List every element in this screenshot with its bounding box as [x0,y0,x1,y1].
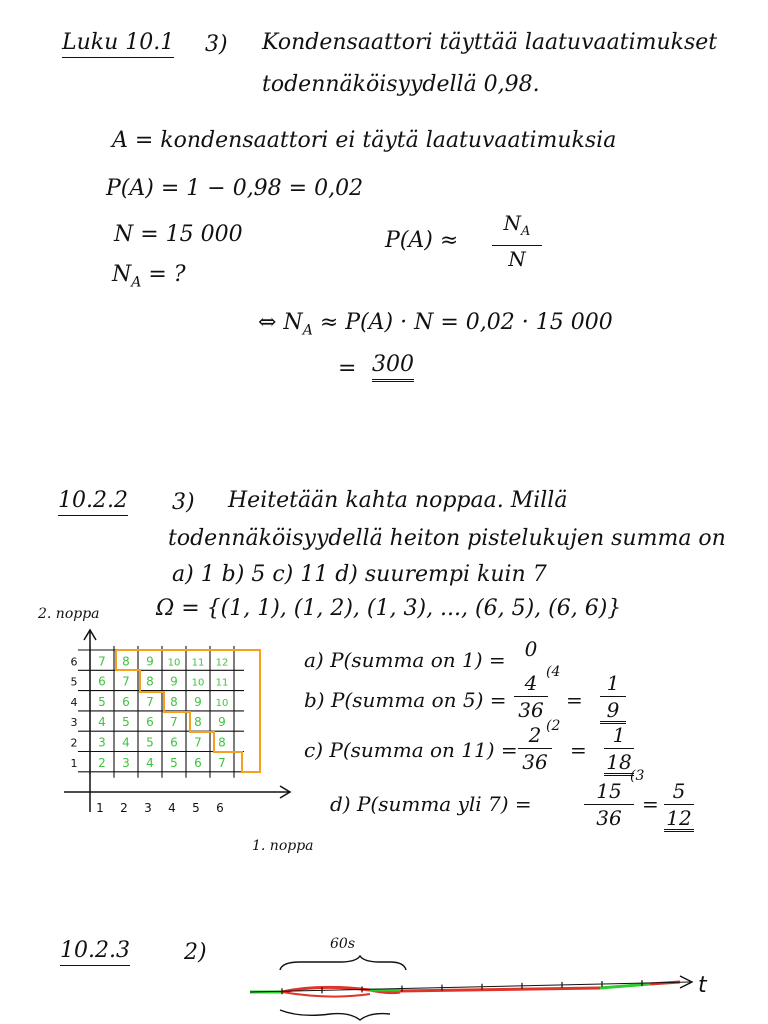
grid-cell-sum: 8 [194,715,202,730]
answer-b-equals: = [566,688,583,712]
fraction-bar [492,245,542,246]
column-label: 1 [96,801,104,815]
grid-cell-sum: 5 [122,715,130,730]
section1-problem-number: 3) [205,32,228,57]
approx-fraction [492,212,542,270]
grid-cell-sum: 7 [194,735,202,750]
row-label: 3 [70,716,78,730]
answer-a-label: a) P(summa on 1) = [304,648,506,672]
answer-c-fraction: 2 36 [518,724,552,773]
section1-heading: Luku 10.1 [62,30,174,58]
grid-cell-sum: 9 [218,715,226,730]
NA-symbol: N [112,262,132,287]
equation-NA [112,262,186,290]
grid-cell-sum: 11 [191,657,205,669]
grid-cell-sum: 6 [122,694,130,709]
column-labels [96,801,224,815]
answer-c-equals: = [570,738,587,762]
answer-b-reduce-note: (4 [546,664,561,680]
grid-cell-sum: 6 [170,735,178,750]
grid-cell-sum: 8 [122,654,130,669]
equation-PA: P(A) = 1 − 0,98 = 0,02 [106,176,364,201]
grid-cell-sum: 11 [215,677,229,689]
grid-cell-sum: 10 [167,657,181,669]
section2-problem-number: 3) [172,490,195,515]
definition-A: A = kondensaattori ei täytä laatuvaatimuksia [112,128,617,153]
grid-cell-sum: 4 [98,715,106,730]
column-label: 3 [144,801,152,815]
section2-heading: 10.2.2 [58,488,128,516]
result-equals: = [338,356,357,381]
answer-c-label: c) P(summa on 11) = [304,738,518,762]
answer-d-equals: = [642,792,659,816]
result-line: ⇔ $N_A \approx P(A) \cdot N = 0,02 \cdot 15$ 000 [258,310,613,339]
row-labels [71,655,78,770]
equation-N: N = 15 000 [114,222,243,247]
grid-cell-sum: 4 [122,735,130,750]
timeline-red-segment-2 [400,988,600,991]
approx-lhs: P(A) ≈ [385,228,459,253]
answer-d-reduce-note: (3 [630,768,645,784]
grid-cell-sum: 7 [122,674,130,689]
timeline [240,954,760,1024]
timeline-red-segment-1-lower [282,992,370,997]
x-axis-arrow [64,786,290,798]
grid-cell-sum: 9 [170,674,178,689]
NA-rest: = ? [148,262,186,287]
grid-cell-sum: 10 [191,677,205,689]
grid-cell-sum: 2 [98,755,106,770]
timeline-axis-label: t [698,973,707,998]
column-label: 6 [216,801,224,815]
result-value: 300 [372,352,414,382]
grid-cell-sum: 7 [98,654,106,669]
grid-cell-sum: 8 [218,735,226,750]
grid-cell-sum: 6 [194,755,202,770]
y-axis-label: 2. noppa [38,606,100,622]
grid-cell-sum: 9 [194,694,202,709]
grid-cell-sum: 12 [215,657,229,669]
answer-b-fraction: 4 36 [514,672,548,721]
answer-d-fraction: 15 36 [584,780,634,829]
grid-cell-sum: 5 [170,755,178,770]
grid-cell-sum: 5 [146,735,154,750]
approx-numerator: $N_A$ [503,211,531,239]
approx-denominator: N [508,247,526,271]
grid-cell-sum: 7 [170,715,178,730]
grid-cell-sum: 6 [98,674,106,689]
answer-d-result: 5 12 [664,780,694,832]
sample-space: Ω = {(1, 1), (1, 2), (1, 3), ..., (6, 5), (6, 6)} [156,596,622,621]
row-label: 4 [70,695,78,709]
grid-cell-sum: 9 [146,654,154,669]
answer-b-label: b) P(summa on 5) = [304,688,507,712]
grid-cell-sum: 8 [146,674,154,689]
grid-cell-sum: 4 [146,755,154,770]
section2-text-line1: Heitetään kahta noppaa. Millä [228,488,568,513]
span-brace-bottom [280,1010,390,1020]
section2-text-line2: todennäköisyydellä heiton pistelukujen summa on [168,526,726,551]
row-label: 6 [70,655,78,669]
answer-c-result: 1 18 [604,724,634,776]
grid-cell-sum: 6 [146,715,154,730]
answer-a-fraction: 0 [524,637,538,661]
grid-cell-sum: 5 [98,694,106,709]
section3-problem-number: 2) [184,940,207,965]
x-axis-label: 1. noppa [252,838,314,854]
section1-text-line2: todennäköisyydellä 0,98. [262,72,540,97]
span-label: 60s [330,936,355,952]
section1-text-line1: Kondensaattori täyttää laatuvaatimukset [262,30,718,55]
grid-cell-sum: 7 [218,755,226,770]
grid-cell-sum: 8 [170,694,178,709]
row-label: 5 [70,675,78,689]
answer-d-label: d) P(summa yli 7) = [330,792,532,816]
span-brace-top [280,956,406,970]
row-label: 2 [70,736,78,750]
grid-cell-sum: 10 [215,697,229,709]
grid-cell-sum: 3 [98,735,106,750]
dice-sum-grid [50,626,310,836]
NA-subscript: A [131,274,142,291]
answer-c-reduce-note: (2 [546,718,561,734]
grid-cell-sum: 7 [146,694,154,709]
row-label: 1 [70,756,78,770]
grid-cell-sum: 3 [122,755,130,770]
column-label: 5 [192,801,200,815]
section3-heading: 10.2.3 [60,938,130,966]
column-label: 4 [168,801,176,815]
section2-options: a) 1 b) 5 c) 11 d) suurempi kuin 7 [172,562,547,587]
answer-b-result: 1 9 [600,672,626,724]
column-label: 2 [120,801,128,815]
